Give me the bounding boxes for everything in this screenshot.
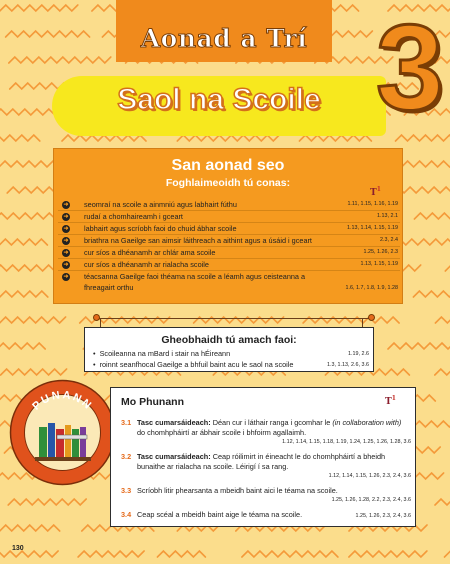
overview-panel	[53, 148, 403, 304]
arrow-icon: ➜	[63, 274, 69, 280]
zigzag-line	[0, 317, 66, 323]
arrow-icon: ➜	[63, 238, 69, 244]
zigzag-line	[1, 369, 67, 375]
list-item: ➜ cur síos a dhéanamh ar rialacha scoile 1.13, 1.15, 1.19	[58, 259, 400, 271]
task-item: 3.2 Tasc cumarsáideach: Ceap róilimirt in éineacht le do chomhpháirtí a bheidh bunaithe ar rialacha na scoile. Léirigí í sa rang. 1.12, 1.14, 1.15, 1.26, 2.3, 2.4, 3.6	[121, 452, 411, 479]
zigzag-line	[396, 135, 450, 141]
zigzag-line	[435, 369, 450, 375]
zigzag-line	[0, 343, 45, 349]
zigzag-line	[414, 213, 450, 219]
task-item: 3.1 Tasc cumarsáideach: Déan cur i láthair ranga i gcomhar le (in collaboration with) do chomhpháirtí ar ábhair scoile i bhfoirm agallaimh. 1.12, 1.14, 1.15, 1.18, 1.19, 1.24, 1.25, 1.26, 1.28, 3.6	[121, 418, 411, 445]
arrow-icon: ➜	[63, 250, 69, 256]
zigzag-line	[8, 499, 86, 505]
list-item: ➜ briathra na Gaeilge san aimsir láithreach a aithint agus a úsáid i gceart 2.3, 2.4	[58, 235, 400, 247]
zigzag-line	[435, 317, 450, 323]
zigzag-line	[0, 135, 40, 141]
unit-title: Aonad a Trí	[140, 24, 308, 53]
zigzag-line	[413, 291, 450, 297]
list-item: ➜ labhairt agus scríobh faoi do chuid ábhar scoile 1.13, 1.14, 1.15, 1.19	[58, 223, 400, 235]
zigzag-line	[388, 343, 450, 349]
unit-subtitle: Saol na Scoile	[117, 83, 321, 116]
arrow-icon: ➜	[63, 214, 69, 220]
zigzag-line	[242, 551, 338, 557]
list-item: ➜ rudaí a chomhaireamh i gceart 1.13, 2.1	[58, 211, 400, 223]
zigzag-line	[9, 57, 111, 63]
zigzag-line	[445, 551, 450, 557]
list-item: ➜ téacsanna Gaeilge faoi théama na scoile a léamh agus ceisteanna a fhreagairt orthu 1.6, 1.7, 1.8, 1.9, 1.28	[63, 272, 398, 292]
arrow-icon: ➜	[63, 262, 69, 268]
list-item: • Scoileanna na mBard i stair na hÉireann 1.19, 2.6	[93, 349, 369, 358]
page-number: 130	[12, 545, 24, 552]
arrow-icon: ➜	[63, 202, 69, 208]
punann-badge	[9, 379, 116, 486]
unit-title-tab	[116, 0, 332, 62]
pin-icon	[368, 314, 375, 321]
badge-label: PUNANN	[30, 389, 95, 413]
arrow-icon: ➜	[63, 226, 69, 232]
task-item: 3.4 Ceap scéal a mbeidh baint aige le téama na scoile. 1.25, 1.26, 2.3, 2.4, 3.6	[121, 510, 411, 519]
list-item: ➜ seomraí na scoile a ainmniú agus labhairt fúthu 1.11, 1.15, 1.16, 1.19	[58, 199, 400, 211]
portfolio-title: Mo Phunann	[121, 396, 184, 408]
zigzag-line	[6, 31, 90, 37]
tr-icon: $T^1$	[385, 395, 396, 407]
zigzag-line	[0, 239, 47, 245]
pin-icon	[93, 314, 100, 321]
zigzag-line	[0, 5, 78, 11]
zigzag-line	[157, 551, 205, 557]
zigzag-line	[0, 291, 48, 297]
zigzag-line	[349, 551, 427, 557]
zigzag-line	[0, 551, 58, 557]
list-item: ➜ cur síos a dhéanamh ar chlár ama scoile 1.25, 1.26, 2.3	[58, 247, 400, 259]
zigzag-line	[445, 265, 450, 271]
list-item: • roinnt seanfhocal Gaeilge a bhfuil baint acu le saol na scoile 1.3, 1.13, 2.6, 3.6	[93, 360, 369, 369]
hanging-rope	[96, 318, 370, 319]
zigzag-line	[78, 551, 144, 557]
zigzag-line	[413, 421, 450, 427]
portfolio-box	[110, 387, 416, 527]
tr-icon: $T^1$	[370, 186, 381, 198]
task-item: 3.3 Scríobh litir phearsanta a mbeidh baint aici le téama na scoile. 1.25, 1.26, 1.28, 2.2, 2.3, 2.4, 3.6	[121, 486, 411, 503]
objectives-list	[58, 199, 400, 294]
overview-title: San aonad seo	[171, 157, 285, 174]
discover-title: Gheobhaidh tú amach faoi:	[161, 334, 297, 346]
overview-subtitle: Foghlaimeoidh tú conas:	[165, 177, 291, 189]
zigzag-line	[435, 499, 450, 505]
unit-number: 3	[376, 0, 444, 135]
discover-box	[84, 327, 374, 372]
zigzag-line	[0, 525, 60, 531]
